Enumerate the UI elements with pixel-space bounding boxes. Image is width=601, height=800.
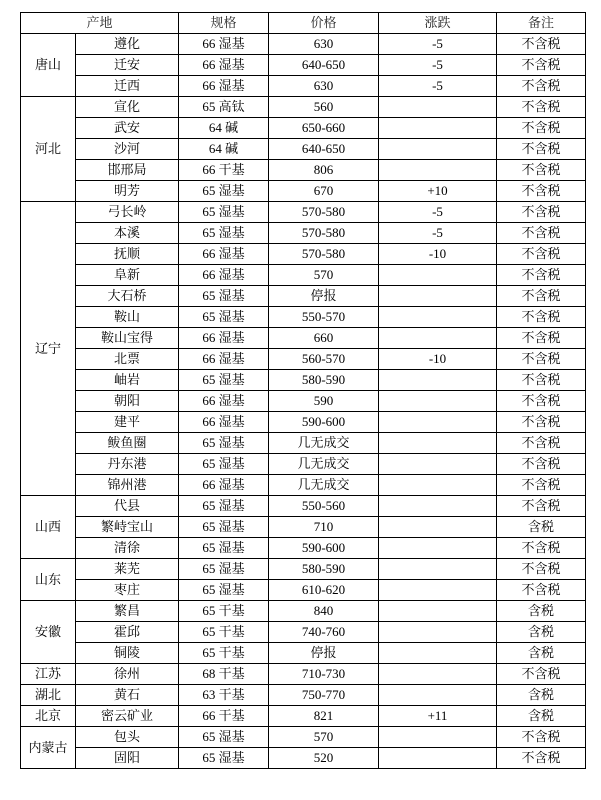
- change-cell: [379, 559, 497, 580]
- place-cell: 包头: [76, 727, 179, 748]
- price-cell: 806: [269, 160, 379, 181]
- change-cell: [379, 307, 497, 328]
- region-cell: 内蒙古: [21, 727, 76, 769]
- table-row: [21, 433, 586, 454]
- place-cell: 繁昌: [76, 601, 179, 622]
- table-row: [21, 265, 586, 286]
- place-cell: 岫岩: [76, 370, 179, 391]
- change-cell: [379, 643, 497, 664]
- table-row: [21, 391, 586, 412]
- table-row: [21, 643, 586, 664]
- table-row: [21, 538, 586, 559]
- table-row: [21, 664, 586, 685]
- price-cell: 590-600: [269, 412, 379, 433]
- price-cell: 550-570: [269, 307, 379, 328]
- price-table: [20, 12, 586, 769]
- note-cell: 不含税: [497, 244, 586, 265]
- note-cell: 不含税: [497, 139, 586, 160]
- note-cell: 不含税: [497, 307, 586, 328]
- place-cell: 清徐: [76, 538, 179, 559]
- header-change: 涨跌: [379, 13, 497, 34]
- note-cell: 不含税: [497, 34, 586, 55]
- change-cell: [379, 538, 497, 559]
- spec-cell: 65 湿基: [179, 496, 269, 517]
- note-cell: 不含税: [497, 496, 586, 517]
- place-cell: 枣庄: [76, 580, 179, 601]
- table-row: [21, 475, 586, 496]
- spec-cell: 65 湿基: [179, 370, 269, 391]
- table-row: [21, 328, 586, 349]
- table-row: [21, 622, 586, 643]
- spec-cell: 66 湿基: [179, 412, 269, 433]
- table-row: [21, 454, 586, 475]
- note-cell: 不含税: [497, 748, 586, 769]
- price-cell: 640-650: [269, 139, 379, 160]
- table-row: [21, 601, 586, 622]
- place-cell: 武安: [76, 118, 179, 139]
- table-row: [21, 370, 586, 391]
- price-cell: 停报: [269, 643, 379, 664]
- spec-cell: 66 湿基: [179, 349, 269, 370]
- table-row: [21, 76, 586, 97]
- change-cell: [379, 286, 497, 307]
- note-cell: 不含税: [497, 349, 586, 370]
- change-cell: [379, 412, 497, 433]
- region-cell: 山西: [21, 496, 76, 559]
- spec-cell: 65 湿基: [179, 580, 269, 601]
- table-row: [21, 55, 586, 76]
- change-cell: [379, 601, 497, 622]
- price-cell: 几无成交: [269, 454, 379, 475]
- spec-cell: 66 湿基: [179, 244, 269, 265]
- header-price: 价格: [269, 13, 379, 34]
- spec-cell: 65 湿基: [179, 727, 269, 748]
- spec-cell: 65 湿基: [179, 433, 269, 454]
- spec-cell: 65 湿基: [179, 748, 269, 769]
- price-cell: 821: [269, 706, 379, 727]
- price-cell: 650-660: [269, 118, 379, 139]
- price-cell: 570-580: [269, 223, 379, 244]
- note-cell: 不含税: [497, 76, 586, 97]
- table-row: [21, 748, 586, 769]
- table-row: [21, 34, 586, 55]
- change-cell: [379, 370, 497, 391]
- note-cell: 不含税: [497, 475, 586, 496]
- place-cell: 朝阳: [76, 391, 179, 412]
- place-cell: 本溪: [76, 223, 179, 244]
- price-cell: 570: [269, 727, 379, 748]
- price-cell: 几无成交: [269, 475, 379, 496]
- region-cell: 北京: [21, 706, 76, 727]
- table-row: [21, 727, 586, 748]
- table-row: [21, 580, 586, 601]
- price-cell: 660: [269, 328, 379, 349]
- table-row: [21, 517, 586, 538]
- table-row: [21, 202, 586, 223]
- note-cell: 不含税: [497, 727, 586, 748]
- header-note: 备注: [497, 13, 586, 34]
- spec-cell: 65 干基: [179, 601, 269, 622]
- place-cell: 北票: [76, 349, 179, 370]
- table-row: [21, 706, 586, 727]
- price-cell: 570-580: [269, 202, 379, 223]
- change-cell: [379, 622, 497, 643]
- price-cell: 740-760: [269, 622, 379, 643]
- change-cell: -5: [379, 223, 497, 244]
- change-cell: [379, 328, 497, 349]
- note-cell: 不含税: [497, 370, 586, 391]
- spec-cell: 66 湿基: [179, 265, 269, 286]
- price-cell: 670: [269, 181, 379, 202]
- spec-cell: 65 湿基: [179, 538, 269, 559]
- price-cell: 710-730: [269, 664, 379, 685]
- place-cell: 弓长岭: [76, 202, 179, 223]
- note-cell: 不含税: [497, 328, 586, 349]
- spec-cell: 65 高钛: [179, 97, 269, 118]
- place-cell: 鲅鱼圈: [76, 433, 179, 454]
- spec-cell: 65 湿基: [179, 454, 269, 475]
- price-cell: 750-770: [269, 685, 379, 706]
- place-cell: 沙河: [76, 139, 179, 160]
- change-cell: -5: [379, 202, 497, 223]
- note-cell: 不含税: [497, 412, 586, 433]
- note-cell: 不含税: [497, 664, 586, 685]
- note-cell: 不含税: [497, 160, 586, 181]
- note-cell: 不含税: [497, 202, 586, 223]
- region-cell: 辽宁: [21, 202, 76, 496]
- table-row: [21, 181, 586, 202]
- change-cell: [379, 454, 497, 475]
- note-cell: 不含税: [497, 559, 586, 580]
- place-cell: 密云矿业: [76, 706, 179, 727]
- header-spec: 规格: [179, 13, 269, 34]
- table-row: [21, 97, 586, 118]
- place-cell: 建平: [76, 412, 179, 433]
- change-cell: -5: [379, 55, 497, 76]
- spec-cell: 64 碱: [179, 139, 269, 160]
- price-cell: 840: [269, 601, 379, 622]
- place-cell: 大石桥: [76, 286, 179, 307]
- table-row: [21, 160, 586, 181]
- place-cell: 繁峙宝山: [76, 517, 179, 538]
- note-cell: 不含税: [497, 580, 586, 601]
- price-cell: 560: [269, 97, 379, 118]
- place-cell: 徐州: [76, 664, 179, 685]
- region-cell: 山东: [21, 559, 76, 601]
- place-cell: 鞍山: [76, 307, 179, 328]
- change-cell: [379, 433, 497, 454]
- change-cell: [379, 160, 497, 181]
- change-cell: [379, 517, 497, 538]
- price-cell: 590: [269, 391, 379, 412]
- region-cell: 湖北: [21, 685, 76, 706]
- change-cell: +10: [379, 181, 497, 202]
- table-header: [21, 13, 586, 34]
- table-row: [21, 349, 586, 370]
- price-cell: 580-590: [269, 370, 379, 391]
- price-cell: 550-560: [269, 496, 379, 517]
- note-cell: 不含税: [497, 181, 586, 202]
- note-cell: 不含税: [497, 223, 586, 244]
- place-cell: 莱芜: [76, 559, 179, 580]
- spec-cell: 65 湿基: [179, 181, 269, 202]
- region-cell: 安徽: [21, 601, 76, 664]
- change-cell: -10: [379, 349, 497, 370]
- spec-cell: 65 干基: [179, 622, 269, 643]
- note-cell: 含税: [497, 517, 586, 538]
- change-cell: [379, 664, 497, 685]
- change-cell: +11: [379, 706, 497, 727]
- spec-cell: 65 湿基: [179, 517, 269, 538]
- table-row: [21, 685, 586, 706]
- note-cell: 含税: [497, 622, 586, 643]
- place-cell: 邯邢局: [76, 160, 179, 181]
- table-row: [21, 496, 586, 517]
- place-cell: 明芳: [76, 181, 179, 202]
- spec-cell: 65 湿基: [179, 559, 269, 580]
- note-cell: 不含税: [497, 55, 586, 76]
- change-cell: [379, 97, 497, 118]
- change-cell: -5: [379, 76, 497, 97]
- place-cell: 迁安: [76, 55, 179, 76]
- spec-cell: 66 干基: [179, 706, 269, 727]
- price-cell: 560-570: [269, 349, 379, 370]
- price-cell: 640-650: [269, 55, 379, 76]
- change-cell: -10: [379, 244, 497, 265]
- table-row: [21, 307, 586, 328]
- spec-cell: 65 湿基: [179, 202, 269, 223]
- note-cell: 不含税: [497, 454, 586, 475]
- spec-cell: 66 湿基: [179, 76, 269, 97]
- table-row: [21, 223, 586, 244]
- place-cell: 霍邱: [76, 622, 179, 643]
- place-cell: 固阳: [76, 748, 179, 769]
- price-cell: 630: [269, 76, 379, 97]
- region-cell: 江苏: [21, 664, 76, 685]
- place-cell: 阜新: [76, 265, 179, 286]
- price-cell: 610-620: [269, 580, 379, 601]
- table-row: [21, 286, 586, 307]
- change-cell: [379, 118, 497, 139]
- region-cell: 唐山: [21, 34, 76, 97]
- price-cell: 630: [269, 34, 379, 55]
- note-cell: 不含税: [497, 391, 586, 412]
- spec-cell: 65 湿基: [179, 307, 269, 328]
- price-cell: 570: [269, 265, 379, 286]
- spec-cell: 66 湿基: [179, 328, 269, 349]
- price-cell: 520: [269, 748, 379, 769]
- price-cell: 570-580: [269, 244, 379, 265]
- table-row: [21, 244, 586, 265]
- note-cell: 不含税: [497, 286, 586, 307]
- note-cell: 不含税: [497, 538, 586, 559]
- note-cell: 不含税: [497, 97, 586, 118]
- note-cell: 含税: [497, 601, 586, 622]
- change-cell: [379, 391, 497, 412]
- note-cell: 不含税: [497, 265, 586, 286]
- place-cell: 遵化: [76, 34, 179, 55]
- spec-cell: 63 干基: [179, 685, 269, 706]
- place-cell: 黄石: [76, 685, 179, 706]
- change-cell: [379, 748, 497, 769]
- change-cell: [379, 580, 497, 601]
- price-cell: 几无成交: [269, 433, 379, 454]
- note-cell: 含税: [497, 643, 586, 664]
- change-cell: [379, 139, 497, 160]
- place-cell: 迁西: [76, 76, 179, 97]
- price-cell: 590-600: [269, 538, 379, 559]
- price-cell: 580-590: [269, 559, 379, 580]
- table-row: [21, 118, 586, 139]
- note-cell: 不含税: [497, 433, 586, 454]
- table-row: [21, 412, 586, 433]
- spec-cell: 65 干基: [179, 643, 269, 664]
- spec-cell: 66 湿基: [179, 55, 269, 76]
- change-cell: [379, 685, 497, 706]
- change-cell: [379, 727, 497, 748]
- note-cell: 含税: [497, 685, 586, 706]
- spec-cell: 64 碱: [179, 118, 269, 139]
- spec-cell: 68 干基: [179, 664, 269, 685]
- spec-cell: 65 湿基: [179, 223, 269, 244]
- header-row: [21, 13, 586, 34]
- place-cell: 宣化: [76, 97, 179, 118]
- place-cell: 丹东港: [76, 454, 179, 475]
- place-cell: 铜陵: [76, 643, 179, 664]
- table-body: [21, 34, 586, 769]
- place-cell: 锦州港: [76, 475, 179, 496]
- region-cell: 河北: [21, 97, 76, 202]
- header-origin: 产地: [21, 13, 179, 34]
- note-cell: 不含税: [497, 118, 586, 139]
- place-cell: 代县: [76, 496, 179, 517]
- spec-cell: 65 湿基: [179, 286, 269, 307]
- change-cell: [379, 265, 497, 286]
- change-cell: [379, 475, 497, 496]
- price-cell: 710: [269, 517, 379, 538]
- table-row: [21, 139, 586, 160]
- price-cell: 停报: [269, 286, 379, 307]
- spec-cell: 66 湿基: [179, 475, 269, 496]
- spec-cell: 66 干基: [179, 160, 269, 181]
- spec-cell: 66 湿基: [179, 34, 269, 55]
- change-cell: -5: [379, 34, 497, 55]
- spec-cell: 66 湿基: [179, 391, 269, 412]
- place-cell: 抚顺: [76, 244, 179, 265]
- place-cell: 鞍山宝得: [76, 328, 179, 349]
- change-cell: [379, 496, 497, 517]
- note-cell: 含税: [497, 706, 586, 727]
- table-row: [21, 559, 586, 580]
